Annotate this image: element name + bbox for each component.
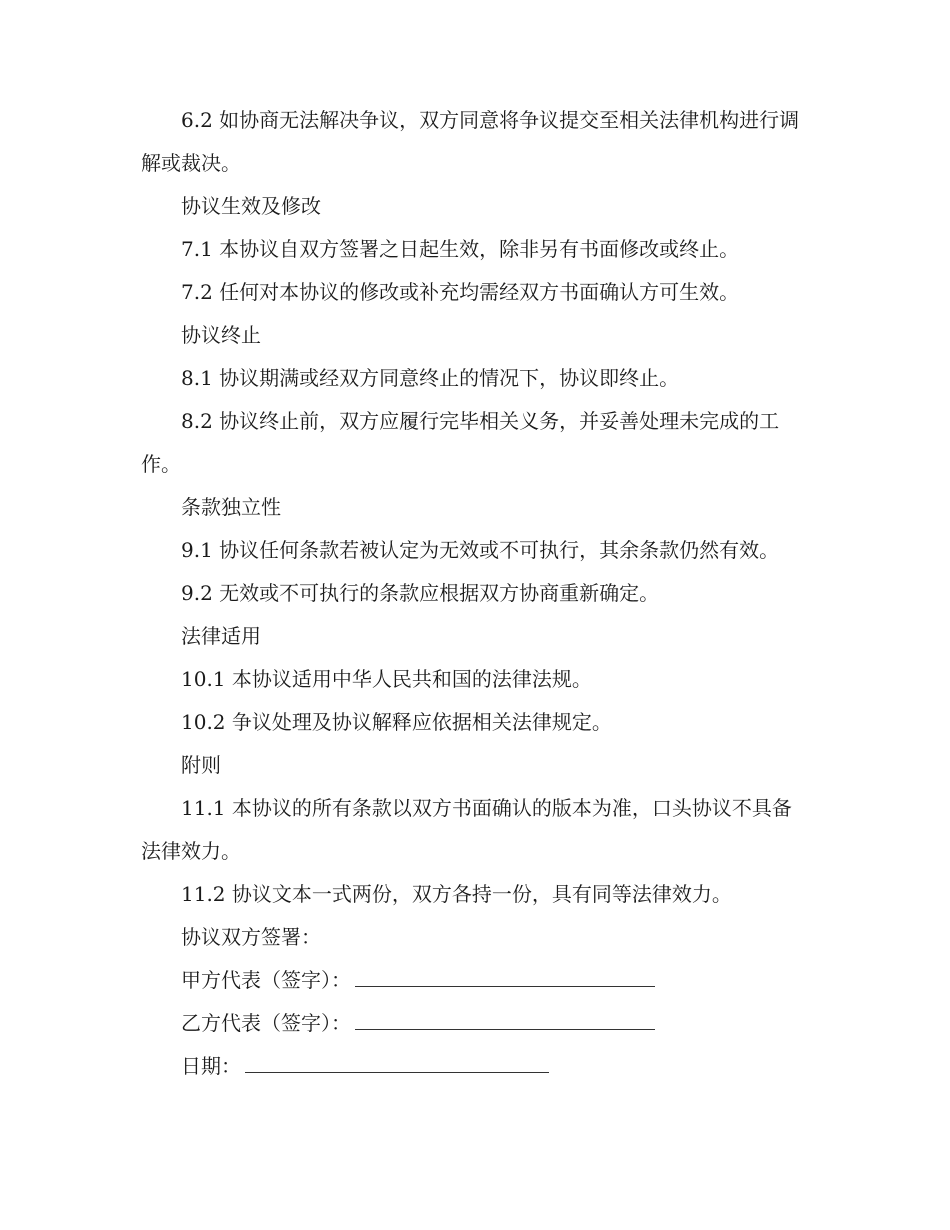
- date-row: [141, 1045, 809, 1088]
- party-b-signature-field[interactable]: [355, 1015, 655, 1030]
- clause-8-1: 8.1 协议期满或经双方同意终止的情况下，协议即终止。: [181, 366, 680, 390]
- clause-7-2: 7.2 任何对本协议的修改或补充均需经双方书面确认方可生效。: [181, 280, 740, 304]
- section-heading-effect-and-amendment: 协议生效及修改: [181, 194, 321, 218]
- section-heading-termination: 协议终止: [181, 323, 261, 347]
- clause-6-2: 6.2 如协商无法解决争议，双方同意将争议提交至相关法律机构进行调解或裁决。: [141, 108, 800, 175]
- clause-9-1: 9.1 协议任何条款若被认定为无效或不可执行，其余条款仍然有效。: [181, 538, 780, 562]
- section-heading-supplementary: 附则: [181, 753, 221, 777]
- signature-heading: 协议双方签署：: [181, 925, 321, 949]
- clause-8-2: 8.2 协议终止前，双方应履行完毕相关义务，并妥善处理未完成的工作。: [141, 409, 780, 476]
- party-a-signature-row: [141, 959, 809, 1002]
- party-a-signature-field[interactable]: [355, 972, 655, 987]
- clause-11-1: 11.1 本协议的所有条款以双方书面确认的版本为准，口头协议不具备法律效力。: [141, 796, 792, 863]
- document-body: [141, 99, 809, 1088]
- date-label: 日期：: [181, 1054, 241, 1078]
- date-field[interactable]: [245, 1058, 549, 1073]
- clause-10-1: 10.1 本协议适用中华人民共和国的法律法规。: [181, 667, 592, 691]
- clause-7-1: 7.1 本协议自双方签署之日起生效，除非另有书面修改或终止。: [181, 237, 740, 261]
- party-b-label: 乙方代表（签字）：: [181, 1011, 351, 1035]
- clause-11-2: 11.2 协议文本一式两份，双方各持一份，具有同等法律效力。: [181, 882, 732, 906]
- section-heading-severability: 条款独立性: [181, 495, 281, 519]
- party-b-signature-row: [141, 1002, 809, 1045]
- clause-9-2: 9.2 无效或不可执行的条款应根据双方协商重新确定。: [181, 581, 660, 605]
- section-heading-governing-law: 法律适用: [181, 624, 261, 648]
- party-a-label: 甲方代表（签字）：: [181, 968, 351, 992]
- clause-10-2: 10.2 争议处理及协议解释应依据相关法律规定。: [181, 710, 612, 734]
